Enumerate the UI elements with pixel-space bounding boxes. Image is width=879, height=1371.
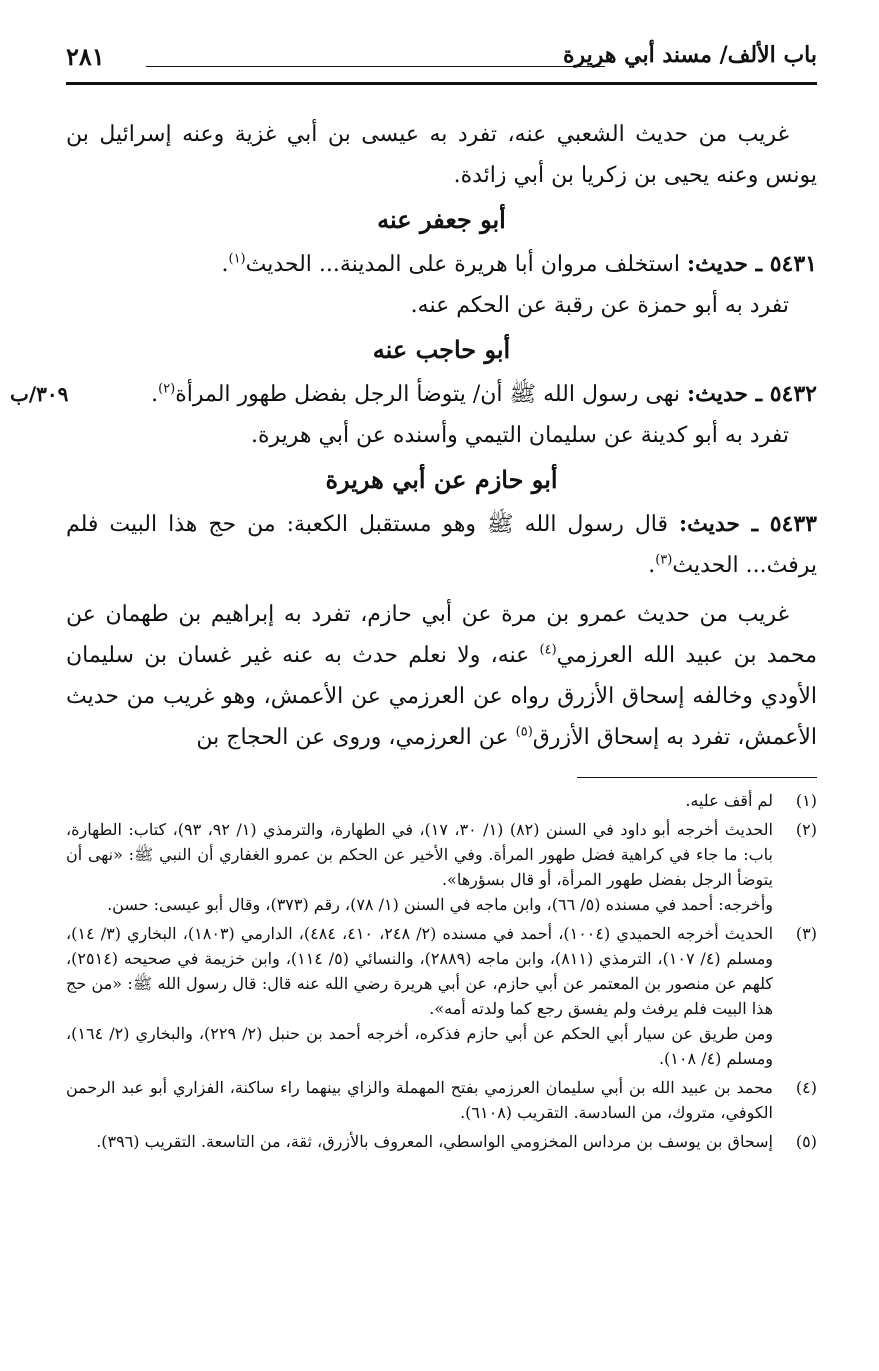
footnote-number: (١) bbox=[795, 791, 817, 810]
footnote-paragraph: الحديث أخرجه الحميدي (١٠٠٤)، أحمد في مسنده (٢/ ٢٤٨، ٤١٠، ٤٨٤)، الدارمي (١٨٠٣)، البخاري (٣/ ١٤)، ومسلم (٤/ ١٠٧)، الترمذي (٨١١)، وابن ماجه (٢٨٨٩)، والنسائي (٥/ ١١٤)، وابن خزيمة في صحيحه (٢٥١٤)، كلهم عن منصور بن المعتمر عن أبي حازم، عن أبي هريرة رضي الله عنه قال: قال رسول الله ﷺ: «من حج هذا البيت فلم يرفث ولم يفسق رجع كما ولدته أمه». bbox=[66, 924, 774, 1018]
footnote-2 bbox=[66, 817, 817, 917]
hadith-end: . bbox=[151, 382, 159, 407]
hadith-5432 bbox=[10, 374, 817, 415]
hadith-5433 bbox=[66, 504, 817, 586]
hadith-dash: ـ bbox=[747, 381, 770, 407]
footnotes bbox=[66, 788, 817, 1158]
footnote-ref-4: (٤) bbox=[539, 642, 557, 658]
footnote-paragraph: محمد بن عبيد الله بن أبي سليمان العرزمي بفتح المهملة والزاي بينهما راء ساكنة، الفزاري أبو عبد الرحمن الكوفي، متروك، من السادسة. التقريب (٦١٠٨). bbox=[66, 1078, 773, 1122]
hadith-dash: ـ bbox=[740, 511, 770, 537]
hadith-number: ٥٤٣٢ bbox=[769, 381, 817, 407]
footnote-paragraph: لم أقف عليه. bbox=[685, 791, 773, 810]
section-heading-abu-jafar: أبو جعفر عنه bbox=[377, 205, 506, 234]
footnote-4 bbox=[66, 1075, 817, 1125]
running-title: باب الألف/ مسند أبي هريرة bbox=[562, 42, 817, 68]
hadith-end: . bbox=[648, 553, 656, 578]
footnote-ref-1: (١) bbox=[228, 251, 246, 267]
footnote-ref-5: (٥) bbox=[515, 724, 533, 740]
hadith-number: ٥٤٣١ bbox=[769, 251, 817, 277]
hadith-keyword: حديث: bbox=[686, 251, 748, 277]
footnote-5 bbox=[66, 1129, 817, 1154]
footnote-number: (٣) bbox=[795, 924, 817, 943]
page-number: ٢٨١ bbox=[66, 42, 105, 71]
footnote-paragraph: وأخرجه: أحمد في مسنده (٥/ ٦٦)، وابن ماجه في السنن (١/ ٧٨)، رقم (٣٧٣)، وقال أبو عيسى: حسن. bbox=[107, 895, 773, 914]
footnote-ref-3: (٣) bbox=[655, 552, 673, 568]
footnote-3 bbox=[66, 921, 817, 1071]
footnote-paragraph: إسحاق بن يوسف بن مرداس المخزومي الواسطي، المعروف بالأزرق، ثقة، من التاسعة. التقريب (٣٩٦). bbox=[96, 1132, 773, 1151]
footnote-body bbox=[66, 921, 773, 1071]
manuscript-folio-ref: ٣٠٩/ب bbox=[10, 382, 69, 406]
section-heading-abu-hajib: أبو حاجب عنه bbox=[372, 335, 511, 364]
footnote-body bbox=[66, 788, 773, 813]
main-text bbox=[10, 114, 817, 758]
note-text: عنه، ولا نعلم حدث به عنه غير غسان بن سليمان الأودي وخالفه إسحاق الأزرق رواه عن العرزمي عن الأعمش، وهو غريب من حديث الأعمش، تفرد به إسحاق الأزرق bbox=[66, 643, 817, 750]
header-rule bbox=[146, 66, 605, 67]
footnote-1 bbox=[66, 788, 817, 813]
footnote-number: (٤) bbox=[795, 1078, 817, 1097]
footnote-body bbox=[66, 1075, 773, 1125]
intro-paragraph: غريب من حديث الشعبي عنه، تفرد به عيسى بن أبي غزية وعنه إسرائيل بن يونس وعنه يحيى بن زكريا بن أبي زائدة. bbox=[66, 122, 817, 188]
footnote-number: (٢) bbox=[795, 820, 817, 839]
section-heading-abu-hazim: أبو حازم عن أبي هريرة bbox=[325, 465, 558, 494]
hadith-number: ٥٤٣٣ bbox=[769, 511, 817, 537]
footnote-body bbox=[66, 1129, 773, 1154]
footnote-number: (٥) bbox=[795, 1132, 817, 1151]
footnote-ref-2: (٢) bbox=[158, 381, 176, 397]
hadith-5433-note bbox=[66, 594, 817, 758]
hadith-keyword: حديث: bbox=[686, 381, 748, 407]
hadith-5431 bbox=[66, 244, 817, 285]
note-text: غريب من حديث عمرو بن مرة عن أبي حازم، تفرد به إبراهيم بن طهمان عن محمد بن عبيد الله العرزمي bbox=[66, 602, 817, 668]
footnote-body bbox=[66, 817, 773, 917]
footnote-paragraph: ومن طريق عن سيار أبي الحكم عن أبي حازم فذكره، أخرجه أحمد بن حنبل (٢/ ٢٢٩)، والبخاري (٢/ ١٦٤)، ومسلم (٤/ ١٠٨). bbox=[66, 1024, 773, 1068]
note-text: عن العرزمي، وروى عن الحجاج بن bbox=[196, 725, 516, 750]
hadith-text: استخلف مروان أبا هريرة على المدينة... الحديث bbox=[245, 252, 687, 277]
hadith-text: قال رسول الله ﷺ وهو مستقبل الكعبة: من حج هذا البيت فلم يرفث... الحديث bbox=[66, 512, 817, 578]
hadith-5431-note: تفرد به أبو حمزة عن رقبة عن الحكم عنه. bbox=[410, 293, 789, 318]
footnote-paragraph: الحديث أخرجه أبو داود في السنن (٨٢) (١/ ٣٠، ١٧)، في الطهارة، والترمذي (١/ ٩٢، ٩٣)، كتاب: الطهارة، باب: ما جاء في كراهية فضل طهور المرأة. وفي الأخير عن الحكم بن عمرو الغفاري أن النبي ﷺ: «نهى أن يتوضأ الرجل بفضل طهور المرأة، أو قال بسؤرها». bbox=[66, 820, 773, 889]
hadith-keyword: حديث: bbox=[679, 511, 740, 537]
footnote-separator bbox=[577, 777, 817, 778]
hadith-end: . bbox=[221, 252, 229, 277]
hadith-dash: ـ bbox=[747, 251, 770, 277]
hadith-5432-note: تفرد به أبو كدينة عن سليمان التيمي وأسنده عن أبي هريرة. bbox=[250, 423, 789, 448]
hadith-text: نهى رسول الله ﷺ أن/ يتوضأ الرجل بفضل طهور المرأة bbox=[175, 382, 687, 407]
page-header bbox=[66, 30, 817, 85]
